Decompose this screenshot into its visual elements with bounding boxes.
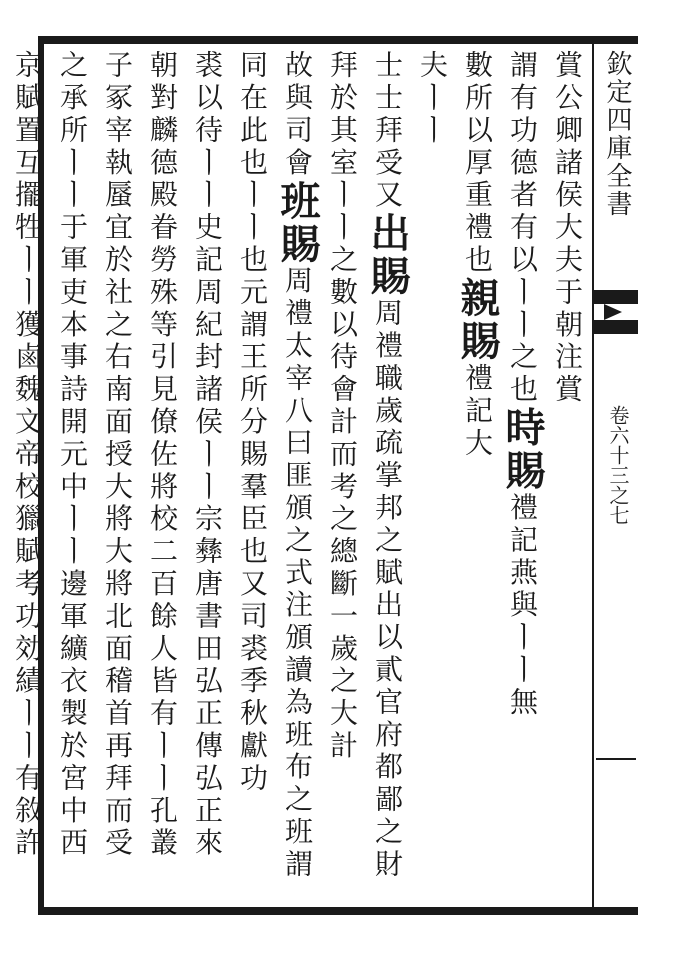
entry-heading: 親賜 — [454, 276, 501, 363]
text-column — [410, 50, 455, 902]
entry-text: 數所以厚重禮也 — [461, 50, 494, 277]
text-column — [50, 50, 95, 902]
entry-text: 謂有功德者有以ㅣㅣ之也 — [506, 50, 539, 407]
entry-text: 拜於其室 — [326, 50, 359, 180]
text-column — [365, 50, 410, 902]
book-title: 欽定四庫全書 — [602, 50, 632, 218]
entry-text: 同在此也 — [236, 50, 269, 180]
margin-tick-rule — [596, 758, 636, 760]
entry-text: ㅣㅣ也元謂王所分賜羣臣也又司裘季秋獻功 — [236, 179, 269, 796]
text-column — [140, 50, 185, 902]
entry-text: 朝對麟德殿眷勞殊等引見僚佐將校二百餘人皆有ㅣㅣ孔叢 — [146, 50, 179, 860]
entry-text: 禮記大 — [461, 362, 494, 461]
text-column — [95, 50, 140, 902]
entry-text: 故與司會 — [281, 50, 314, 180]
volume-label: 卷六十三之七 — [606, 405, 630, 525]
entry-text: 士士拜受又 — [371, 50, 404, 212]
text-column — [320, 50, 365, 902]
entry-text: 夫ㅣㅣ — [416, 50, 449, 148]
entry-text: 裘以待ㅣㅣ史記周紀封諸侯ㅣㅣ宗彝唐書田弘正傳弘正來 — [191, 50, 224, 860]
text-column — [455, 50, 500, 902]
entry-text: 子冢宰執蜃宜於社之右南面授大將大將北面稽首再拜而受 — [101, 50, 134, 860]
entry-text: 之承所ㅣㅣ于軍吏本事詩開元中ㅣㅣ邊軍纊衣製於宮中西 — [56, 50, 89, 860]
entry-text: ㅣㅣ之數以待會計而考之總斷一歲之大計 — [326, 179, 359, 763]
text-column — [5, 50, 50, 902]
entry-heading: 時賜 — [499, 406, 546, 493]
entry-text: 周禮職歲疏掌邦之賦出以貳官府都鄙之財 — [371, 298, 404, 882]
top-border-rule — [40, 36, 638, 44]
entry-text: 京賦置互擺牲ㅣㅣ獲鹵魏文帝校獵賦考功効績ㅣㅣ有敘許 — [11, 50, 44, 860]
text-column — [500, 50, 545, 902]
text-column — [275, 50, 320, 902]
entry-text: 周禮太宰八曰匪頒之式注頒讀為班布之班謂 — [281, 265, 314, 882]
entry-heading: 班賜 — [274, 179, 321, 266]
text-column — [545, 50, 590, 902]
text-body — [11, 50, 590, 902]
fishtail-ornament-icon — [594, 290, 638, 334]
bottom-border-rule — [40, 907, 638, 915]
text-column — [230, 50, 275, 902]
text-column — [185, 50, 230, 902]
entry-text: 禮記燕與ㅣㅣ無 — [506, 492, 539, 720]
entry-text: 賞公卿諸侯大夫于朝注賞 — [551, 50, 584, 407]
entry-heading: 出賜 — [364, 212, 411, 298]
